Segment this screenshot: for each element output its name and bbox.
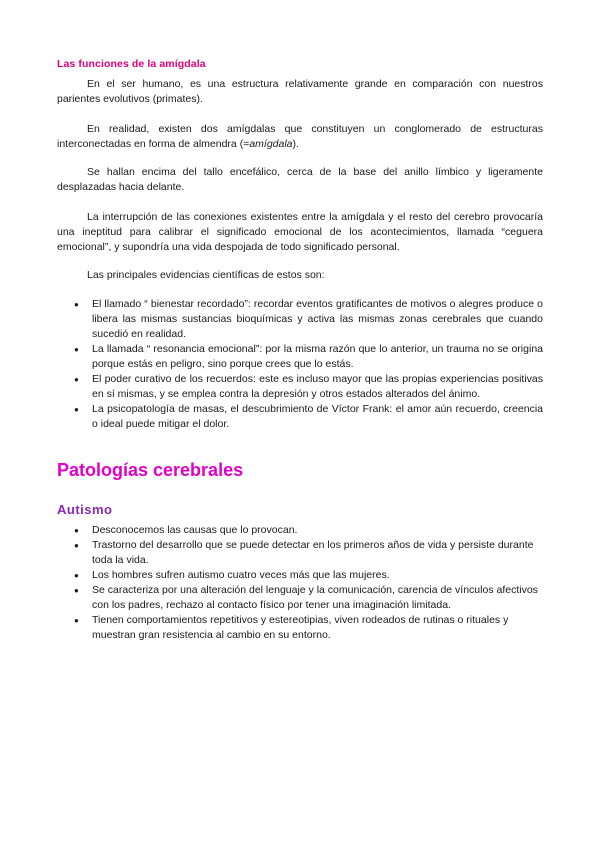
- paragraph-4: La interrupción de las conexiones existentes entre la amígdala y el resto del cerebro provocaría una ineptitud para calibrar el significado emocional de los acontecimientos, llamada “ceguera emocional”, y supondría una vida despojada de todo significado personal.: [57, 211, 543, 253]
- section-title-amigdala: Las funciones de la amígdala: [57, 58, 206, 70]
- list-item: ● La llamada “ resonancia emocional”: por la misma razón que lo anterior, un trauma no se origina porque estás en peligro, sino porque crees que lo estás.: [57, 342, 543, 372]
- paragraph-1: En el ser humano, es una estructura relativamente grande en comparación con nuestros parientes evolutivos (primates).: [57, 78, 543, 105]
- list-item: ● Trastorno del desarrollo que se puede detectar en los primeros años de vida y persiste durante toda la vida.: [57, 538, 543, 568]
- paragraph-2-italic: amígdala: [249, 138, 293, 150]
- paragraph-2: [57, 122, 543, 152]
- list-item: ● Se caracteriza por una alteración del lenguaje y la comunicación, carencia de vínculos afectivos con los padres, rechazo al contacto físico por tener una imaginación limitada.: [57, 583, 543, 613]
- paragraph-2-text: En realidad, existen dos amígdalas que constituyen un conglomerado de estructuras interconectadas en forma de almendra (=: [57, 123, 543, 150]
- paragraph-3: Se hallan encima del tallo encefálico, cerca de la base del anillo límbico y ligeramente desplazadas hacia delante.: [57, 166, 543, 193]
- list-item: ● El llamado “ bienestar recordado”: recordar eventos gratificantes de motivos o alegres produce o libera las mismas sustancias bioquímicas y activa las mismas zonas cerebrales que cuando sucedió en realidad.: [57, 297, 543, 342]
- list-item: ● Desconocemos las causas que lo provocan.: [57, 523, 543, 538]
- paragraph-5: Las principales evidencias científicas de estos son:: [87, 269, 325, 281]
- section-title-patologias: Patologías cerebrales: [57, 460, 244, 480]
- autismo-list: [57, 523, 543, 643]
- list-item: ● Tienen comportamientos repetitivos y estereotipias, viven rodeados de rutinas o rituales y muestran gran resistencia al cambio en su entorno.: [57, 613, 543, 643]
- subsection-title-autismo: Autismo: [57, 502, 113, 517]
- list-item: ● La psicopatología de masas, el descubrimiento de Víctor Frank: el amor aún recuerdo, creencia o ideal puede mitigar el dolor.: [57, 402, 543, 432]
- list-item: ● Los hombres sufren autismo cuatro veces más que las mujeres.: [57, 568, 543, 583]
- list-item: ● El poder curativo de los recuerdos: este es incluso mayor que las propias experiencias positivas en sí mismas, y se emplea contra la depresión y otros estados alterados del ánimo.: [57, 372, 543, 402]
- paragraph-2-end: ).: [292, 138, 299, 150]
- evidence-list: [57, 297, 543, 432]
